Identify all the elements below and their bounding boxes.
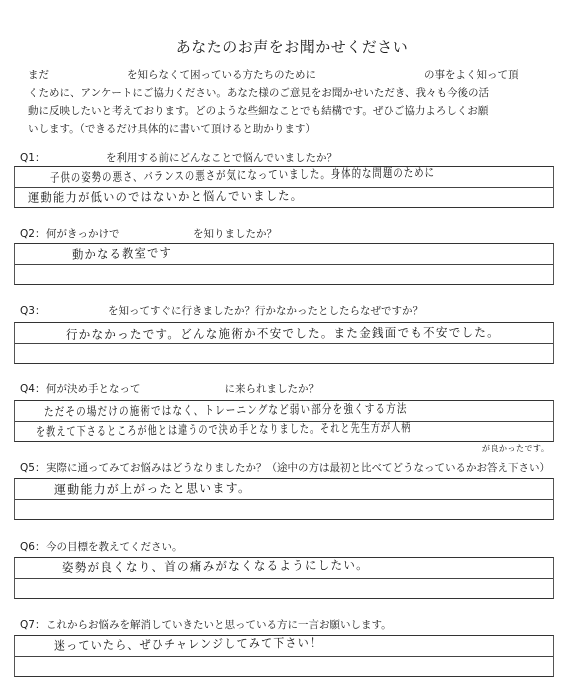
answer-6-line-1: 姿勢が良くなり、首の痛みがなくなるようにしたい。 xyxy=(61,557,369,575)
answer-2-line-1: 動かなる教室です xyxy=(71,245,173,262)
question-1: Q1： を利用する前にどんなことで悩んでいましたか？ xyxy=(20,152,337,164)
answer-7-line-1: 迷っていたら、ぜひチャレンジしてみて下さい！ xyxy=(53,634,323,653)
answer-1-line-2: 運動能力が低いのではないかと悩んでいました。 xyxy=(27,187,304,205)
page-title: あなたのお声をお聞かせください xyxy=(175,38,409,56)
question-2: Q2：何がきっかけで を知りましたか？ xyxy=(20,228,277,240)
intro-line-4: いします。（できるだけ具体的に書いて頂けると助かります） xyxy=(28,123,316,135)
question-7: Q7：これからお悩みを解消していきたいと思っている方に一言お願いします。 xyxy=(20,619,392,631)
question-3: Q3： を知ってすぐに行きましたか？行かなかったとしたらなぜですか？ xyxy=(20,305,423,317)
answer-4-line-2: を教えて下さるところが他とは違うので決め手となりました。それと先生方が人柄 xyxy=(35,419,412,439)
answer-4-line-1: ただその場だけの施術ではなく、トレーニングなど弱い部分を強くする方法 xyxy=(43,400,408,419)
answer-3-line-1: 行かなかったです。どんな施術か不安でした。また金銭面でも不安でした。 xyxy=(65,324,500,342)
answer-4-line-3: が良かったです。 xyxy=(482,444,550,453)
intro-line-1: まだ を知らなくて困っている方たちのために の事をよく知って頂 xyxy=(28,69,519,81)
intro-line-3: 動に反映したいと考えております。どのような些細なことでも結構です。ぜひご協力よろしくお願 xyxy=(28,105,489,117)
question-4: Q4：何が決め手となって に来られましたか？ xyxy=(20,383,319,395)
answer-5-line-1: 運動能力が上がったと思います。 xyxy=(53,480,252,497)
question-5: Q5：実際に通ってみてお悩みはどうなりましたか？（途中の方は最初と比べてどうなっているかお答え下さい） xyxy=(20,462,550,474)
answer-1-line-1: 子供の姿勢の悪さ、バランスの悪さが気になっていました。身体的な問題のために xyxy=(49,164,436,185)
intro-line-2: くために、アンケートにご協力ください。あなた様のご意見をお聞かせいただき、我々も今後の活 xyxy=(28,87,489,99)
question-6: Q6：今の目標を教えてください。 xyxy=(20,541,183,553)
